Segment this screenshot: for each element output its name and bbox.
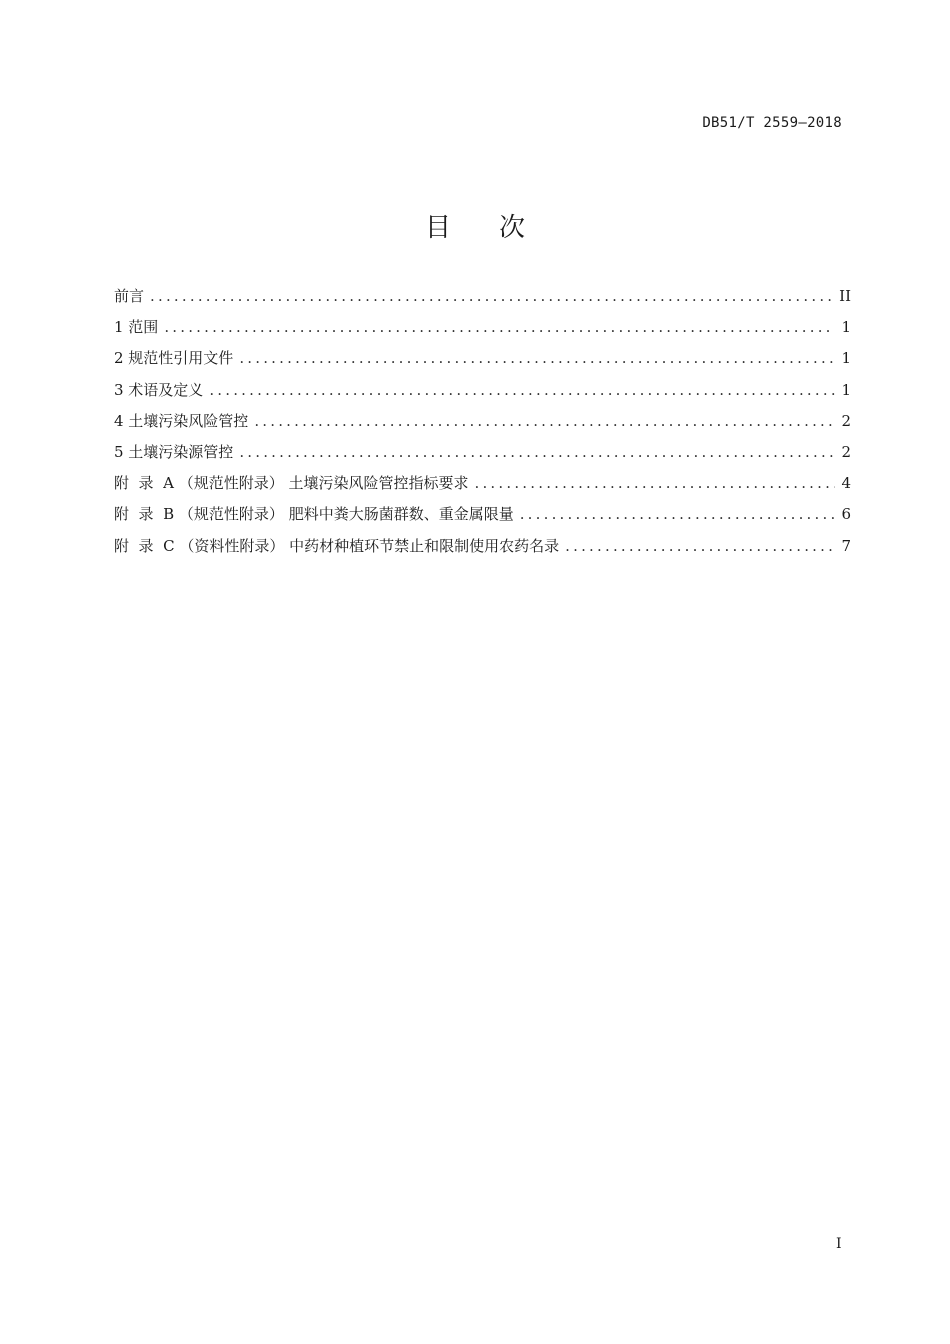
toc-entry-scope[interactable] [114, 316, 851, 347]
annex-title: 土壤污染风险管控指标要求 [288, 474, 469, 493]
toc-leader-dots [239, 443, 835, 461]
toc-entry-label [114, 472, 469, 493]
title-char-1: 目 [424, 213, 451, 243]
toc-entry-label: 前言 [114, 287, 145, 305]
toc-entry-annex-b[interactable] [114, 503, 851, 534]
annex-title: 肥料中粪大肠菌群数、重金属限量 [288, 505, 514, 524]
toc-leader-dots [475, 474, 836, 492]
document-code: DB51/T 2559—2018 [702, 115, 842, 131]
annex-prefix: 附 录 C [114, 536, 175, 555]
annex-title: 中药材种植环节禁止和限制使用农药名录 [289, 536, 560, 555]
toc-leader-dots [254, 412, 835, 430]
toc-entry-page: 1 [841, 380, 851, 399]
toc-leader-dots [150, 287, 833, 305]
toc-entry-annex-c[interactable] [114, 535, 851, 566]
toc-entry-label: 2 规范性引用文件 [114, 349, 234, 368]
toc-entry-page: 2 [841, 411, 851, 430]
toc-entry-risk-control[interactable] [114, 410, 851, 441]
toc-entry-label [114, 535, 559, 556]
toc-entry-page: 2 [841, 442, 851, 461]
annex-prefix: 附 录 A [114, 474, 174, 493]
toc-entry-label: 5 土壤污染源管控 [114, 442, 234, 461]
page-title [0, 207, 950, 244]
toc-entry-page: II [839, 287, 851, 305]
toc-entry-label [114, 503, 514, 524]
toc-leader-dots [164, 318, 835, 336]
toc-entry-page: 7 [841, 536, 851, 555]
toc-entry-label: 3 术语及定义 [114, 380, 204, 399]
toc-entry-normative-references[interactable] [114, 347, 851, 378]
toc-entry-page: 6 [841, 505, 851, 524]
toc-leader-dots [209, 381, 835, 399]
annex-kind: （规范性附录） [178, 505, 284, 524]
toc-entry-annex-a[interactable] [114, 472, 851, 503]
toc-entry-terms[interactable] [114, 379, 851, 410]
toc-leader-dots [239, 349, 835, 367]
toc-leader-dots [565, 537, 835, 555]
annex-kind: （规范性附录） [178, 474, 284, 493]
toc-entry-page: 4 [841, 474, 851, 493]
toc-leader-dots [520, 505, 835, 523]
annex-prefix: 附 录 B [114, 505, 175, 524]
toc-entry-label: 4 土壤污染风险管控 [114, 411, 249, 430]
annex-kind: （资料性附录） [179, 536, 285, 555]
page-number: I [836, 1236, 842, 1252]
table-of-contents [114, 285, 851, 566]
title-char-2: 次 [499, 213, 526, 243]
toc-entry-foreword[interactable] [114, 285, 851, 316]
toc-entry-label: 1 范围 [114, 318, 159, 337]
toc-entry-page: 1 [841, 349, 851, 368]
toc-entry-source-control[interactable] [114, 441, 851, 472]
toc-entry-page: 1 [841, 318, 851, 337]
